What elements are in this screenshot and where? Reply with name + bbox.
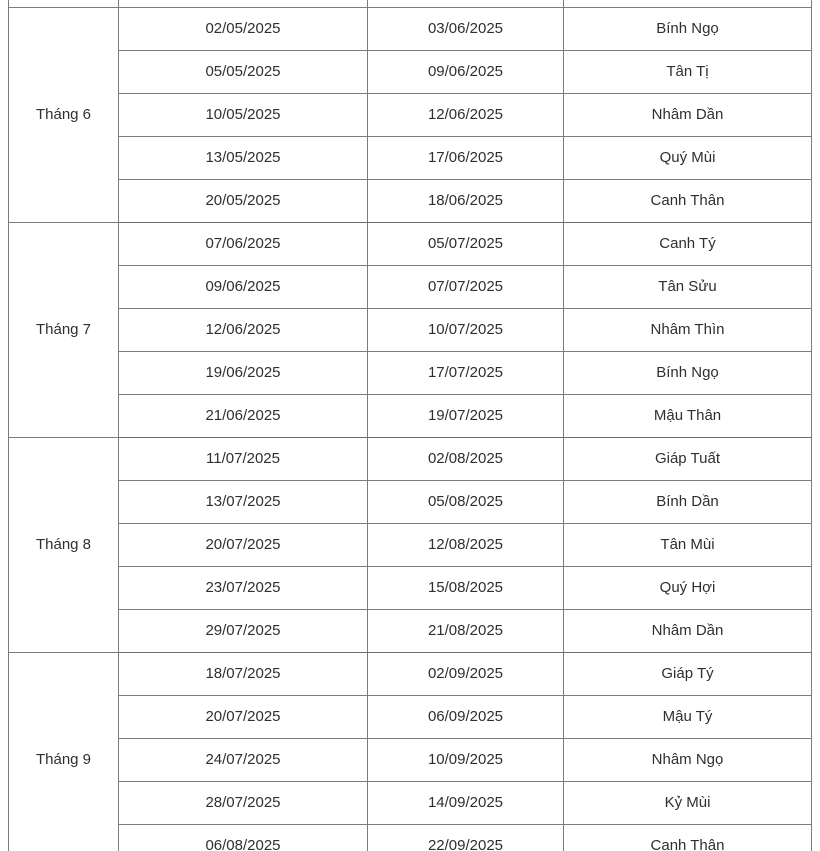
table-row [9,524,812,567]
start-date-cell: 05/05/2025 [119,51,368,94]
table-row [9,180,812,223]
table-row [9,438,812,481]
start-date-cell: 11/07/2025 [119,438,368,481]
start-date-cell: 29/07/2025 [119,610,368,653]
day-name-cell: Tân Sửu [564,266,812,309]
day-name-cell: Canh Thân [564,825,812,851]
start-date-cell: 06/08/2025 [119,825,368,851]
end-date-cell: 18/06/2025 [368,180,564,223]
end-date-cell: 12/06/2025 [368,94,564,137]
month-group [9,438,812,653]
partial-row-top-group [9,0,812,8]
day-name-cell: Canh Thân [564,180,812,223]
start-date-cell: 28/07/2025 [119,782,368,825]
end-date-cell [368,0,564,8]
start-date-cell: 24/07/2025 [119,739,368,782]
start-date-cell: 10/05/2025 [119,94,368,137]
table-row [9,51,812,94]
end-date-cell: 17/06/2025 [368,137,564,180]
table-row [9,567,812,610]
day-name-cell: Quý Hợi [564,567,812,610]
day-name-cell: Bính Dần [564,481,812,524]
end-date-cell: 22/09/2025 [368,825,564,851]
day-name-cell: Bính Ngọ [564,352,812,395]
start-date-cell: 13/05/2025 [119,137,368,180]
month-group [9,8,812,223]
start-date-cell: 13/07/2025 [119,481,368,524]
end-date-cell: 05/08/2025 [368,481,564,524]
table-row [9,696,812,739]
table-row [9,352,812,395]
day-name-cell [564,0,812,8]
end-date-cell: 12/08/2025 [368,524,564,567]
end-date-cell: 21/08/2025 [368,610,564,653]
day-name-cell: Tân Mùi [564,524,812,567]
month-group [9,223,812,438]
table-row [9,94,812,137]
table-row [9,782,812,825]
start-date-cell: 07/06/2025 [119,223,368,266]
day-name-cell: Nhâm Dần [564,610,812,653]
month-label-cell: Tháng 6 [9,8,119,223]
day-name-cell: Giáp Tuất [564,438,812,481]
end-date-cell: 19/07/2025 [368,395,564,438]
start-date-cell: 20/07/2025 [119,524,368,567]
table-row [9,223,812,266]
day-name-cell: Giáp Tý [564,653,812,696]
table-row [9,0,812,8]
table-row [9,739,812,782]
start-date-cell: 09/06/2025 [119,266,368,309]
month-label-cell: Tháng 8 [9,438,119,653]
end-date-cell: 15/08/2025 [368,567,564,610]
month-label-cell [9,0,119,8]
day-name-cell: Mậu Thân [564,395,812,438]
end-date-cell: 14/09/2025 [368,782,564,825]
start-date-cell: 19/06/2025 [119,352,368,395]
table-row [9,309,812,352]
end-date-cell: 06/09/2025 [368,696,564,739]
table-row [9,610,812,653]
table-row [9,481,812,524]
day-name-cell: Tân Tị [564,51,812,94]
start-date-cell: 18/07/2025 [119,653,368,696]
end-date-cell: 17/07/2025 [368,352,564,395]
month-group [9,653,812,851]
lunar-calendar-table [8,0,812,851]
start-date-cell: 20/05/2025 [119,180,368,223]
day-name-cell: Canh Tý [564,223,812,266]
end-date-cell: 09/06/2025 [368,51,564,94]
day-name-cell: Quý Mùi [564,137,812,180]
start-date-cell: 21/06/2025 [119,395,368,438]
table-row [9,137,812,180]
end-date-cell: 02/09/2025 [368,653,564,696]
end-date-cell: 02/08/2025 [368,438,564,481]
end-date-cell: 10/09/2025 [368,739,564,782]
table-row [9,8,812,51]
table-row [9,653,812,696]
month-label-cell: Tháng 9 [9,653,119,851]
table-row [9,395,812,438]
day-name-cell: Kỷ Mùi [564,782,812,825]
end-date-cell: 03/06/2025 [368,8,564,51]
month-label-cell: Tháng 7 [9,223,119,438]
day-name-cell: Bính Ngọ [564,8,812,51]
start-date-cell [119,0,368,8]
start-date-cell: 02/05/2025 [119,8,368,51]
day-name-cell: Mậu Tý [564,696,812,739]
end-date-cell: 07/07/2025 [368,266,564,309]
day-name-cell: Nhâm Dần [564,94,812,137]
end-date-cell: 05/07/2025 [368,223,564,266]
table-row [9,825,812,851]
start-date-cell: 12/06/2025 [119,309,368,352]
day-name-cell: Nhâm Thìn [564,309,812,352]
table-row [9,266,812,309]
start-date-cell: 23/07/2025 [119,567,368,610]
start-date-cell: 20/07/2025 [119,696,368,739]
day-name-cell: Nhâm Ngọ [564,739,812,782]
end-date-cell: 10/07/2025 [368,309,564,352]
